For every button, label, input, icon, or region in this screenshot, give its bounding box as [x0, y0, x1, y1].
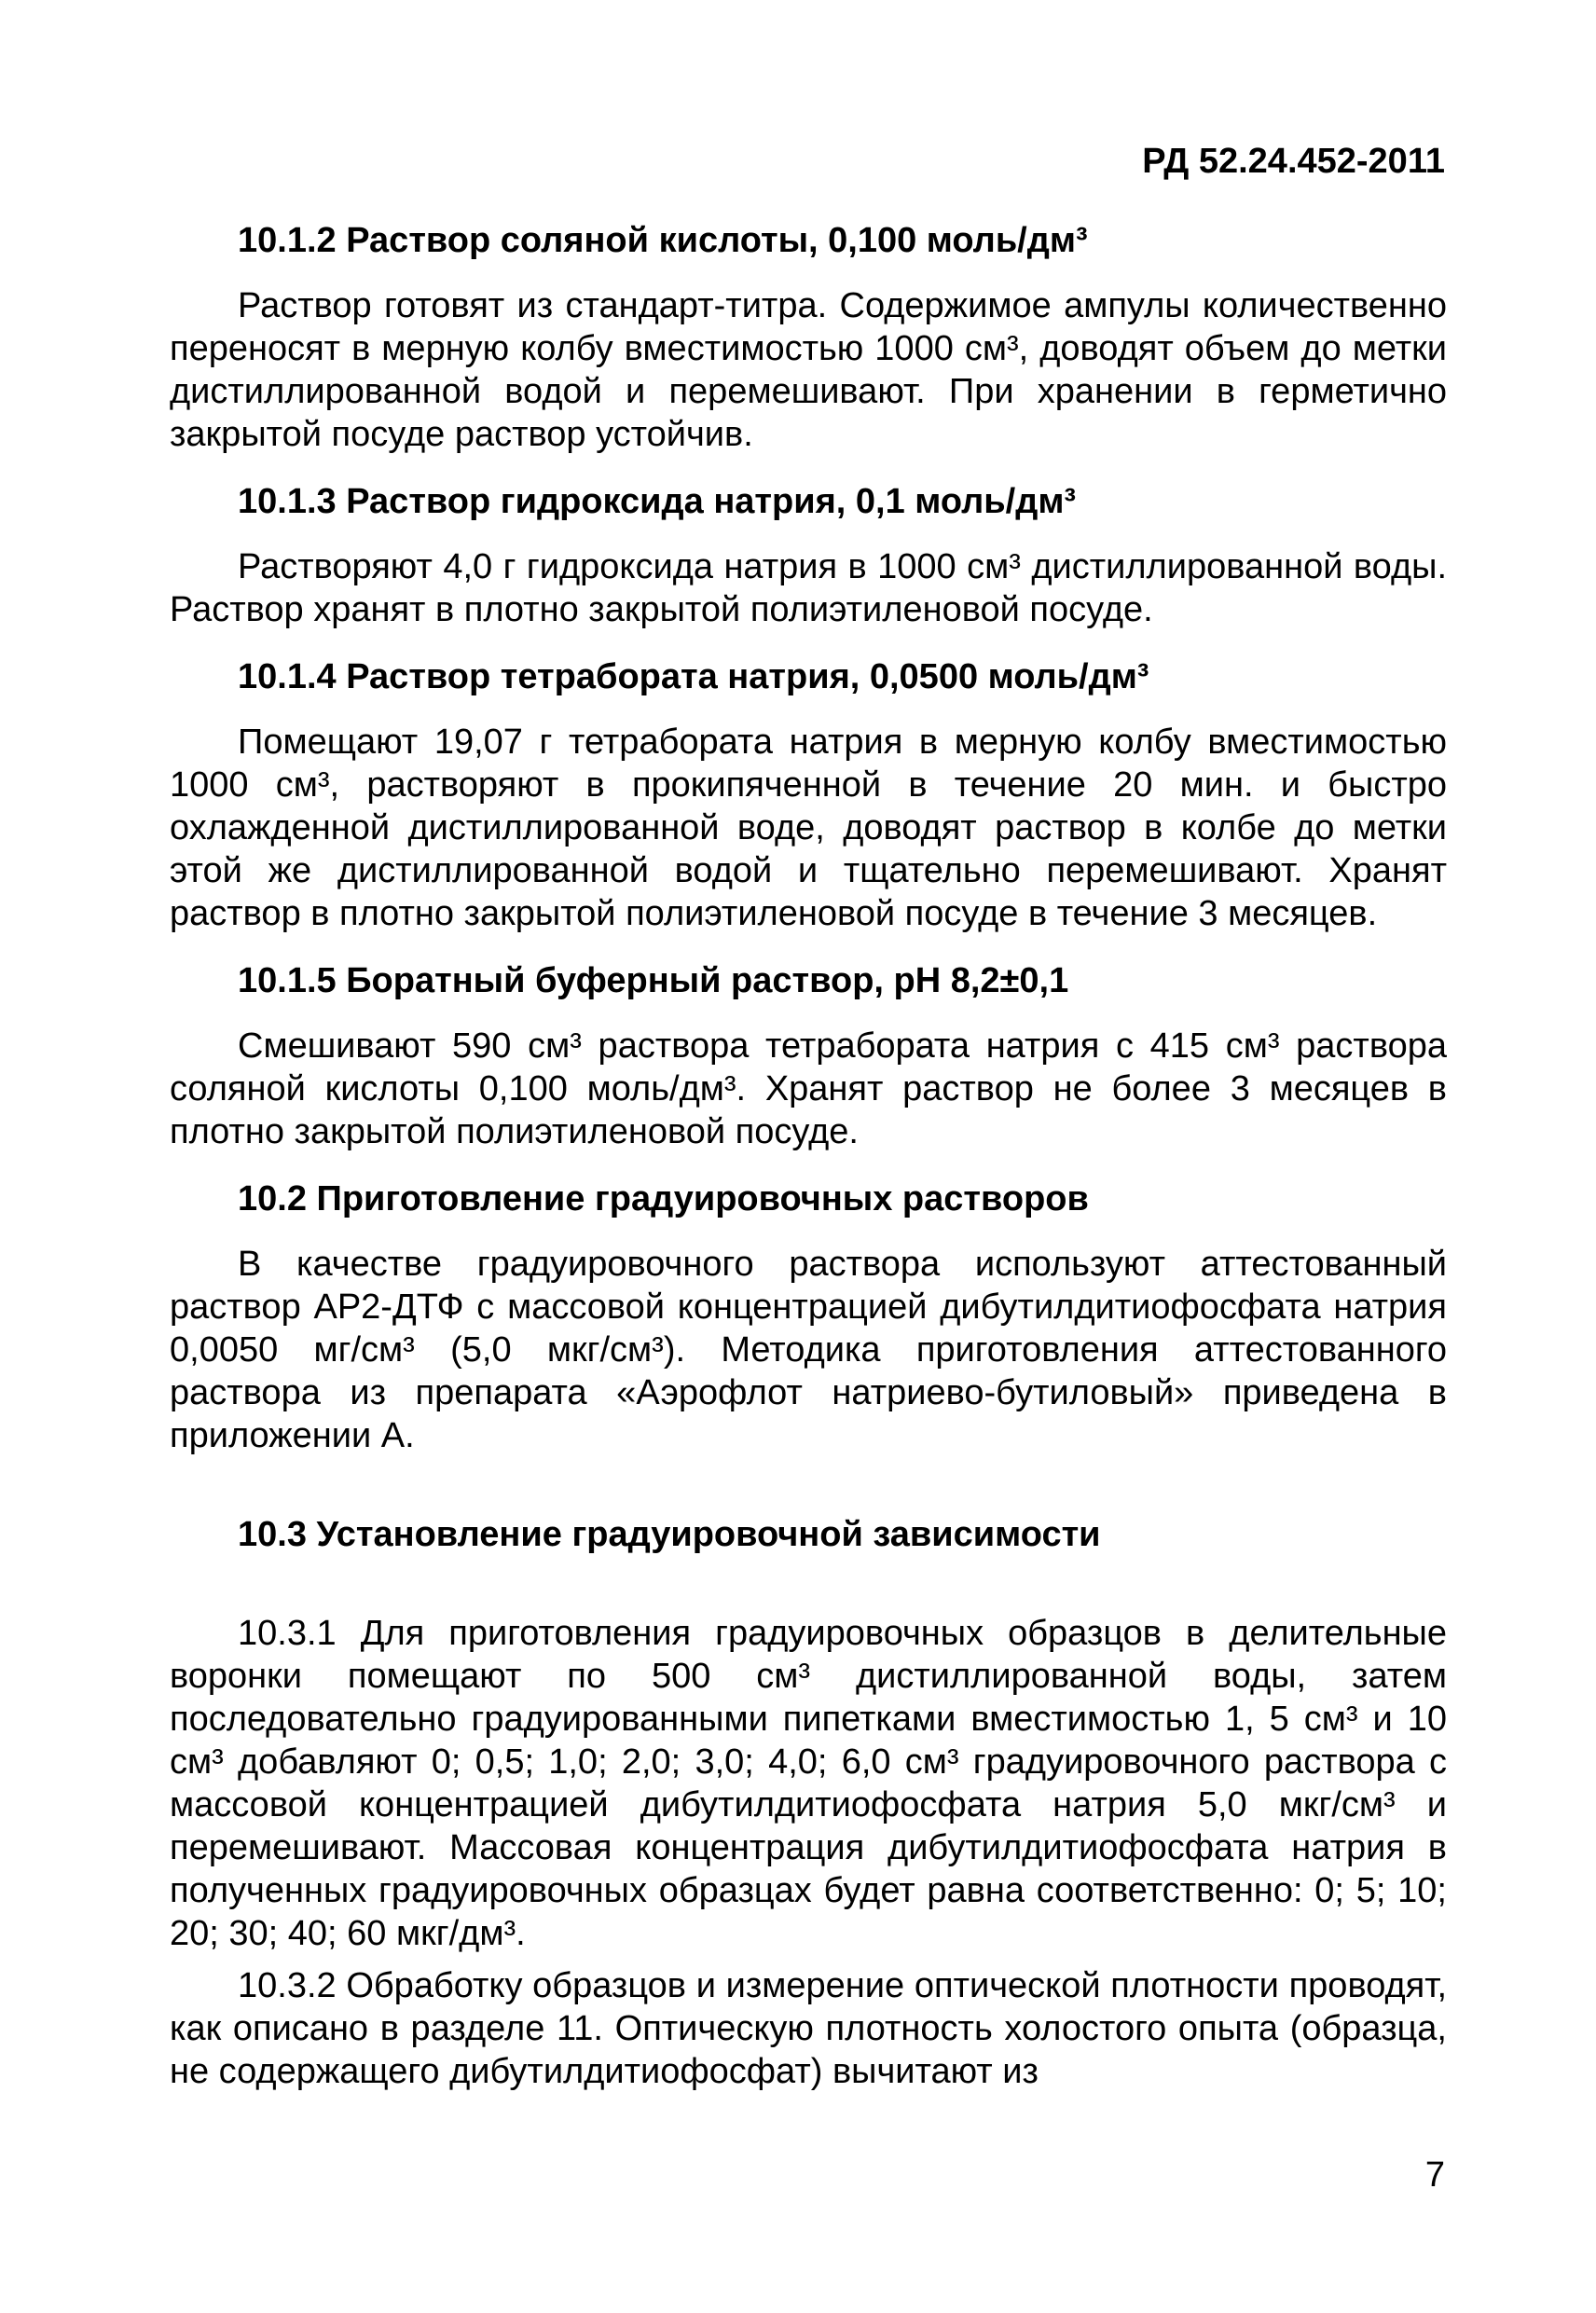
paragraph-10-1-3: Растворяют 4,0 г гидроксида натрия в 1000 см³ дистиллированной воды. Раствор хранят в плотно закрытой полиэтиленовой посуде.: [170, 547, 1447, 629]
heading-10-1-4: 10.1.4 Раствор тетрабората натрия, 0,0500 моль/дм³: [238, 657, 1149, 696]
document-id: РД 52.24.452-2011: [1142, 142, 1445, 181]
paragraph-10-1-4: Помещают 19,07 г тетрабората натрия в мерную колбу вместимостью 1000 см³, растворяют в прокипяченной в течение 20 мин. и быстро охлажденной дистиллированной воде, доводят раствор в колбе до метки этой же дистиллированной водой и тщательно перемешивают. Хранят раствор в плотно закрытой полиэтиленовой посуде в течение 3 месяцев.: [170, 723, 1447, 933]
paragraph-10-1-5: Смешивают 590 см³ раствора тетрабората натрия с 415 см³ раствора соляной кислоты 0,100 моль/дм³. Хранят раствор не более 3 месяцев в плотно закрытой полиэтиленовой посуде.: [170, 1026, 1447, 1151]
paragraph-10-1-2: Раствор готовят из стандарт-титра. Содержимое ампулы количественно переносят в мерную колбу вместимостью 1000 см³, доводят объем до метки дистиллированной водой и перемешивают. При хранении в герметично закрытой посуде раствор устойчив.: [170, 286, 1447, 454]
page-number: 7: [1424, 2155, 1445, 2195]
paragraph-10-3-2: 10.3.2 Обработку образцов и измерение оптической плотности проводят, как описано в разделе 11. Оптическую плотность холостого опыта (образца, не содержащего дибутилдитиофосфат) вычитают из: [170, 1966, 1447, 2091]
heading-10-2: 10.2 Приготовление градуировочных растворов: [238, 1179, 1089, 1218]
heading-10-1-3: 10.1.3 Раствор гидроксида натрия, 0,1 моль/дм³: [238, 482, 1077, 521]
heading-10-3: 10.3 Установление градуировочной зависимости: [238, 1515, 1101, 1554]
heading-10-1-2: 10.1.2 Раствор соляной кислоты, 0,100 моль/дм³: [238, 221, 1088, 260]
paragraph-10-3-1: 10.3.1 Для приготовления градуировочных образцов в делительные воронки помещают по 500 см³ дистиллированной воды, затем последовательно градуированными пипетками вместимостью 1, 5 см³ и 10 см³ добавляют 0; 0,5; 1,0; 2,0; 3,0; 4,0; 6,0 см³ градуировочного раствора с массовой концентрацией дибутилдитиофосфата натрия 5,0 мкг/см³ и перемешивают. Массовая концентрация дибутилдитиофосфата натрия в полученных градуировочных образцах будет равна соответственно: 0; 5; 10; 20; 30; 40; 60 мкг/дм³.: [170, 1614, 1447, 1953]
paragraph-10-2: В качестве градуировочного раствора используют аттестованный раствор АР2-ДТФ с массовой концентрацией дибутилдитиофосфата натрия 0,0050 мг/см³ (5,0 мкг/см³). Методика приготовления аттестованного раствора из препарата «Аэрофлот натриево-бутиловый» приведена в приложении А.: [170, 1245, 1447, 1455]
heading-10-1-5: 10.1.5 Боратный буферный раствор, рН 8,2±0,1: [238, 961, 1069, 1000]
document-body: [170, 219, 1447, 2093]
